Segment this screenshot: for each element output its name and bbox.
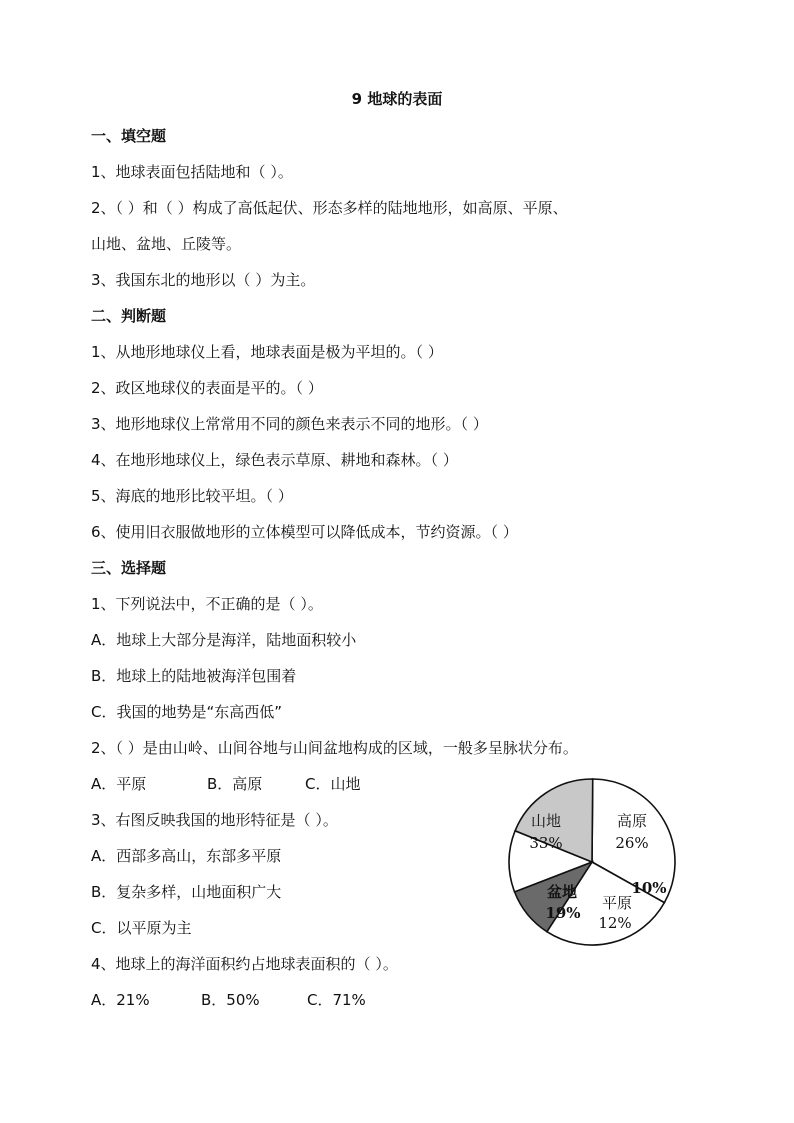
choice-question-4: 4、地球上的海洋面积约占地球表面积的（ ）。 [91,955,398,973]
pie-label-plateau: 高原 [616,812,648,830]
pie-label-plain: 平原 [601,894,633,912]
judge-question-4: 4、在地形地球仪上，绿色表示草原、耕地和森林。（ ） [91,451,458,469]
pie-label-basin: 盆地 [546,883,578,901]
choice-q1-option-c: C．我国的地势是“东高西低” [91,703,283,721]
choice-question-2: 2、（ ）是由山岭、山间谷地与山间盆地构成的区域，一般多呈脉状分布。 [91,739,578,757]
fill-question-2-continued: 山地、盆地、丘陵等。 [91,235,242,253]
pie-value-basin: 19% [545,904,581,922]
choice-q3-option-b: B．复杂多样，山地面积广大 [91,883,282,901]
pie-label-hills: 丘陵 [618,861,650,879]
choice-question-3: 3、右图反映我国的地形特征是（ ）。 [91,811,338,829]
choice-q3-option-c: C．以平原为主 [91,919,192,937]
judge-question-1: 1、从地形地球仪上看，地球表面是极为平坦的。（ ） [91,343,443,361]
choice-q4-option-c: C．71% [307,991,366,1009]
section-fill-in: 一、填空题 [91,127,167,145]
pie-svg [506,776,678,948]
terrain-pie-chart [506,776,678,948]
choice-q3-option-a: A．西部多高山，东部多平原 [91,847,282,865]
judge-question-2: 2、政区地球仪的表面是平的。（ ） [91,379,323,397]
choice-q2-option-b: B．高原 [207,775,263,793]
fill-question-1: 1、地球表面包括陆地和（ ）。 [91,163,293,181]
section-judgement: 二、判断题 [91,307,167,325]
choice-q4-option-b: B．50% [201,991,260,1009]
page-title: 9 地球的表面 [351,90,443,108]
judge-question-5: 5、海底的地形比较平坦。（ ） [91,487,293,505]
choice-q2-option-c: C．山地 [305,775,361,793]
pie-value-mountain: 33% [529,834,563,852]
pie-value-plateau: 26% [615,834,649,852]
pie-label-mountain: 山地 [530,812,562,830]
judge-question-6: 6、使用旧衣服做地形的立体模型可以降低成本，节约资源。（ ） [91,523,518,541]
pie-value-plain: 12% [598,914,632,932]
choice-q1-option-b: B．地球上的陆地被海洋包围着 [91,667,297,685]
fill-question-2: 2、（ ）和（ ）构成了高低起伏、形态多样的陆地地形，如高原、平原、 [91,199,568,217]
choice-q4-option-a: A．21% [91,991,150,1009]
pie-value-hills: 10% [631,879,667,897]
choice-q1-option-a: A．地球上大部分是海洋，陆地面积较小 [91,631,357,649]
choice-q2-option-a: A．平原 [91,775,147,793]
choice-question-1: 1、下列说法中，不正确的是（ ）。 [91,595,323,613]
section-choice: 三、选择题 [91,559,167,577]
judge-question-3: 3、地形地球仪上常常用不同的颜色来表示不同的地形。（ ） [91,415,488,433]
fill-question-3: 3、我国东北的地形以（ ）为主。 [91,271,316,289]
